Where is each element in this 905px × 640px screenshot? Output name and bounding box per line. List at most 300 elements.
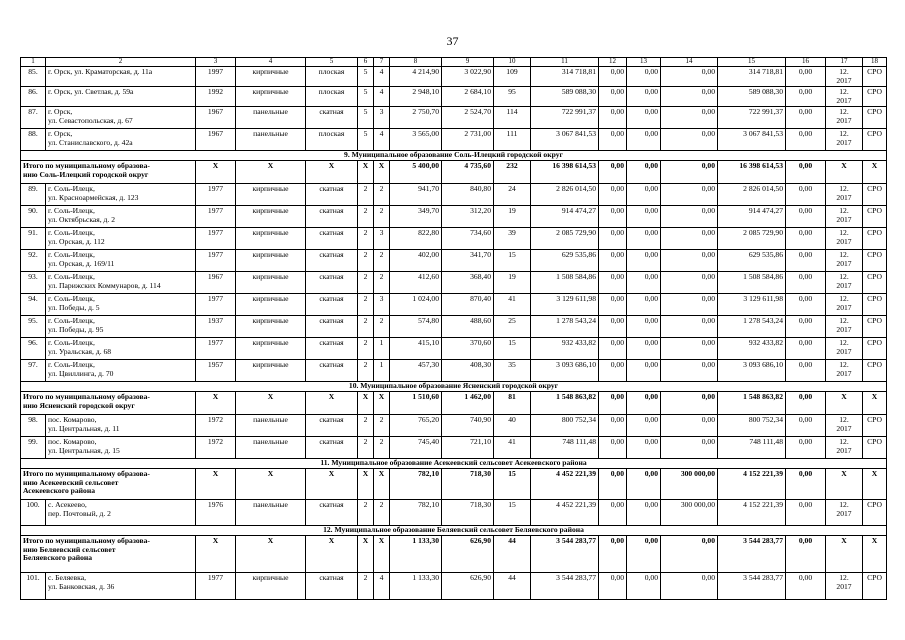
subtotal-label: Итого по муниципальному образова- нию Асекеевский сельсовет Асекеевского района: [21, 469, 196, 500]
table-cell: 35: [494, 360, 531, 382]
table-cell: 24: [494, 184, 531, 206]
table-cell: X: [863, 536, 887, 573]
table-cell: X: [863, 392, 887, 415]
address-cell: г. Соль-Илецк, ул. Орская, д. 112: [46, 228, 196, 250]
table-cell: X: [196, 469, 236, 500]
subtotal-label: Итого по муниципальному образова- нию Беляевский сельсовет Беляевского района: [21, 536, 196, 573]
table-cell: X: [306, 469, 358, 500]
table-cell: 2: [358, 316, 374, 338]
table-cell: 1 133,30: [390, 536, 442, 573]
page-number: 37: [446, 34, 459, 48]
table-cell: 0,00: [627, 272, 661, 294]
table-cell: X: [374, 161, 390, 184]
table-cell: 0,00: [627, 573, 661, 600]
table-cell: 0,00: [661, 437, 718, 459]
table-cell: 2: [358, 437, 374, 459]
address-cell: г. Орск, ул. Севастопольская, д. 67: [46, 107, 196, 129]
section-heading-row: [21, 526, 887, 536]
table-cell: 0,00: [661, 67, 718, 87]
address-cell: г. Орск, ул. Краматорская, д. 11а: [46, 67, 196, 87]
table-cell: X: [306, 392, 358, 415]
table-cell: 3 544 283,77: [531, 573, 599, 600]
table-cell: кирпичные: [236, 272, 306, 294]
table-cell: кирпичные: [236, 250, 306, 272]
table-cell: 2: [374, 206, 390, 228]
table-cell: 3 067 841,53: [718, 129, 786, 151]
section-heading: 12. Муниципальное образование Беляевский сельсовет Беляевского района: [21, 526, 887, 536]
table-cell: кирпичные: [236, 184, 306, 206]
table-cell: 12. 2017: [826, 437, 863, 459]
table-cell: 0,00: [661, 272, 718, 294]
table-cell: 5: [358, 129, 374, 151]
table-cell: 822,80: [390, 228, 442, 250]
table-cell: 415,10: [390, 338, 442, 360]
table-cell: 88.: [21, 129, 46, 151]
table-cell: плоская: [306, 87, 358, 107]
table-cell: 4: [374, 87, 390, 107]
table-cell: 765,20: [390, 415, 442, 437]
column-number: 17: [826, 58, 863, 67]
table-cell: 0,00: [599, 316, 627, 338]
table-cell: 0,00: [786, 437, 826, 459]
table-cell: 0,00: [599, 500, 627, 526]
table-cell: 2: [374, 415, 390, 437]
table-cell: 41: [494, 294, 531, 316]
column-number: 16: [786, 58, 826, 67]
column-number: 10: [494, 58, 531, 67]
table-cell: 16 398 614,53: [718, 161, 786, 184]
address-cell: г. Соль-Илецк, ул. Парижских Коммунаров, д. 114: [46, 272, 196, 294]
table-cell: 0,00: [627, 437, 661, 459]
table-cell: 2 750,70: [390, 107, 442, 129]
table-cell: 0,00: [599, 392, 627, 415]
table-cell: 1977: [196, 573, 236, 600]
table-cell: X: [236, 536, 306, 573]
table-cell: X: [374, 392, 390, 415]
table-cell: 2: [358, 250, 374, 272]
section-heading-row: [21, 459, 887, 469]
table-cell: X: [863, 161, 887, 184]
table-cell: 2: [374, 437, 390, 459]
table-cell: 0,00: [627, 107, 661, 129]
table-cell: 12. 2017: [826, 415, 863, 437]
table-cell: СРО: [863, 184, 887, 206]
address-cell: г. Соль-Илецк, ул. Цвиллинга, д. 70: [46, 360, 196, 382]
table-cell: X: [358, 469, 374, 500]
table-cell: 0,00: [786, 316, 826, 338]
table-cell: 96.: [21, 338, 46, 360]
table-cell: СРО: [863, 206, 887, 228]
table-cell: 1 510,60: [390, 392, 442, 415]
column-number: 2: [46, 58, 196, 67]
table-cell: 0,00: [627, 206, 661, 228]
table-cell: 1977: [196, 184, 236, 206]
table-cell: 0,00: [627, 392, 661, 415]
table-cell: 2 948,10: [390, 87, 442, 107]
column-number-row: [21, 58, 887, 67]
subtotal-label: Итого по муниципальному образова- нию Соль-Илецкий городской округ: [21, 161, 196, 184]
table-cell: X: [374, 469, 390, 500]
table-cell: 3 093 686,10: [718, 360, 786, 382]
table-row: [21, 67, 887, 87]
table-cell: 488,60: [442, 316, 494, 338]
table-cell: 1972: [196, 415, 236, 437]
table-cell: 0,00: [627, 360, 661, 382]
section-heading: 10. Муниципальное образование Ясненский городской округ: [21, 382, 887, 392]
table-cell: 90.: [21, 206, 46, 228]
table-cell: 2 731,00: [442, 129, 494, 151]
table-cell: 12. 2017: [826, 338, 863, 360]
table-cell: 0,00: [661, 250, 718, 272]
table-cell: 4: [374, 573, 390, 600]
table-cell: кирпичные: [236, 228, 306, 250]
table-cell: 941,70: [390, 184, 442, 206]
table-cell: СРО: [863, 129, 887, 151]
table-cell: 2: [358, 228, 374, 250]
table-cell: кирпичные: [236, 87, 306, 107]
table-cell: 100.: [21, 500, 46, 526]
table-cell: 0,00: [786, 107, 826, 129]
column-number: 6: [358, 58, 374, 67]
table-cell: 12. 2017: [826, 67, 863, 87]
table-cell: 745,40: [390, 437, 442, 459]
table-cell: 457,30: [390, 360, 442, 382]
table-cell: СРО: [863, 316, 887, 338]
table-cell: 0,00: [661, 228, 718, 250]
column-number: 11: [531, 58, 599, 67]
table-cell: 111: [494, 129, 531, 151]
table-cell: 748 111,48: [718, 437, 786, 459]
table-cell: 1 133,30: [390, 573, 442, 600]
table-cell: кирпичные: [236, 338, 306, 360]
table-cell: 721,10: [442, 437, 494, 459]
table-cell: 0,00: [627, 228, 661, 250]
table-cell: 0,00: [786, 87, 826, 107]
table-cell: 3 067 841,53: [531, 129, 599, 151]
table-cell: 0,00: [599, 129, 627, 151]
housing-repair-table: [20, 57, 887, 600]
table-cell: 1976: [196, 500, 236, 526]
table-cell: 370,60: [442, 338, 494, 360]
table-cell: 0,00: [786, 67, 826, 87]
table-cell: 0,00: [661, 107, 718, 129]
table-cell: 0,00: [786, 272, 826, 294]
table-cell: 2: [358, 206, 374, 228]
table-cell: 722 991,37: [718, 107, 786, 129]
table-cell: 1967: [196, 129, 236, 151]
table-cell: 1: [374, 360, 390, 382]
table-cell: 0,00: [661, 87, 718, 107]
table-row: [21, 294, 887, 316]
table-cell: 0,00: [786, 338, 826, 360]
table-cell: 0,00: [599, 107, 627, 129]
subtotal-row: [21, 536, 887, 573]
table-cell: 2: [374, 272, 390, 294]
table-row: [21, 228, 887, 250]
table-cell: X: [306, 536, 358, 573]
table-cell: 1997: [196, 67, 236, 87]
table-cell: 0,00: [786, 184, 826, 206]
table-cell: 91.: [21, 228, 46, 250]
address-cell: г. Соль-Илецк, ул. Победы, д. 5: [46, 294, 196, 316]
table-cell: 0,00: [786, 161, 826, 184]
table-cell: скатная: [306, 316, 358, 338]
table-row: [21, 415, 887, 437]
table-cell: 312,20: [442, 206, 494, 228]
table-cell: скатная: [306, 415, 358, 437]
table-cell: 12. 2017: [826, 500, 863, 526]
table-cell: 81: [494, 392, 531, 415]
table-cell: 349,70: [390, 206, 442, 228]
table-cell: 0,00: [661, 129, 718, 151]
table-cell: X: [358, 161, 374, 184]
column-number: 7: [374, 58, 390, 67]
table-cell: 0,00: [661, 415, 718, 437]
table-cell: СРО: [863, 67, 887, 87]
column-number: 9: [442, 58, 494, 67]
table-cell: 3 544 283,77: [531, 536, 599, 573]
table-cell: 1 508 584,86: [531, 272, 599, 294]
table-cell: 2: [358, 272, 374, 294]
table-cell: 2: [358, 294, 374, 316]
table-cell: СРО: [863, 573, 887, 600]
section-heading-row: [21, 382, 887, 392]
table-cell: 1 548 863,82: [718, 392, 786, 415]
table-cell: скатная: [306, 500, 358, 526]
table-cell: 0,00: [627, 67, 661, 87]
table-cell: 97.: [21, 360, 46, 382]
table-cell: 718,30: [442, 469, 494, 500]
table-cell: X: [196, 392, 236, 415]
table-cell: X: [826, 161, 863, 184]
table-cell: 101.: [21, 573, 46, 600]
table-cell: 4 152 221,39: [718, 500, 786, 526]
table-cell: 314 718,81: [531, 67, 599, 87]
table-cell: 0,00: [786, 206, 826, 228]
table-cell: 4: [374, 67, 390, 87]
table-row: [21, 338, 887, 360]
table-cell: 2: [358, 500, 374, 526]
table-cell: 12. 2017: [826, 129, 863, 151]
table-cell: 0,00: [627, 338, 661, 360]
table-cell: 0,00: [786, 250, 826, 272]
table-cell: 0,00: [786, 392, 826, 415]
table-cell: 2: [358, 573, 374, 600]
table-cell: 748 111,48: [531, 437, 599, 459]
table-cell: 12. 2017: [826, 316, 863, 338]
column-number: 18: [863, 58, 887, 67]
table-cell: X: [236, 392, 306, 415]
table-cell: 4 735,60: [442, 161, 494, 184]
table-cell: 3: [374, 294, 390, 316]
table-cell: 41: [494, 437, 531, 459]
table-cell: 1 278 543,24: [531, 316, 599, 338]
table-cell: 15: [494, 500, 531, 526]
table-cell: СРО: [863, 294, 887, 316]
table-cell: 574,80: [390, 316, 442, 338]
table-cell: 12. 2017: [826, 184, 863, 206]
table-cell: скатная: [306, 272, 358, 294]
table-cell: 1 548 863,82: [531, 392, 599, 415]
table-cell: 0,00: [661, 392, 718, 415]
table-cell: СРО: [863, 87, 887, 107]
table-cell: 0,00: [599, 360, 627, 382]
table-cell: 0,00: [627, 250, 661, 272]
table-cell: 800 752,34: [718, 415, 786, 437]
table-cell: X: [196, 161, 236, 184]
table-cell: 0,00: [599, 294, 627, 316]
table-cell: 402,00: [390, 250, 442, 272]
address-cell: г. Соль-Илецк, ул. Октябрьская, д. 2: [46, 206, 196, 228]
table-cell: 782,10: [390, 469, 442, 500]
table-cell: 589 088,30: [718, 87, 786, 107]
table-cell: 3 565,00: [390, 129, 442, 151]
table-cell: скатная: [306, 360, 358, 382]
table-cell: 2: [374, 500, 390, 526]
table-cell: 0,00: [599, 250, 627, 272]
table-cell: 0,00: [599, 228, 627, 250]
table-cell: 0,00: [627, 161, 661, 184]
table-cell: 3 129 611,98: [531, 294, 599, 316]
column-number: 15: [718, 58, 786, 67]
table-cell: 0,00: [786, 228, 826, 250]
table-cell: 0,00: [599, 184, 627, 206]
table-cell: 99.: [21, 437, 46, 459]
table-cell: 16 398 614,53: [531, 161, 599, 184]
subtotal-row: [21, 469, 887, 500]
table-cell: X: [863, 469, 887, 500]
table-cell: 589 088,30: [531, 87, 599, 107]
table-cell: 0,00: [599, 536, 627, 573]
address-cell: с. Беляевка, ул. Банковская, д. 36: [46, 573, 196, 600]
table-cell: 44: [494, 573, 531, 600]
table-cell: 740,90: [442, 415, 494, 437]
table-cell: 15: [494, 250, 531, 272]
table-cell: 408,30: [442, 360, 494, 382]
table-row: [21, 250, 887, 272]
table-row: [21, 107, 887, 129]
table-cell: 629 535,86: [531, 250, 599, 272]
table-cell: 1992: [196, 87, 236, 107]
table-cell: 1977: [196, 250, 236, 272]
table-cell: 0,00: [661, 338, 718, 360]
table-cell: 1977: [196, 206, 236, 228]
column-number: 14: [661, 58, 718, 67]
table-cell: 85.: [21, 67, 46, 87]
table-cell: кирпичные: [236, 294, 306, 316]
table-cell: кирпичные: [236, 573, 306, 600]
table-cell: X: [826, 392, 863, 415]
table-cell: 1: [374, 338, 390, 360]
table-cell: 0,00: [786, 129, 826, 151]
table-row: [21, 437, 887, 459]
table-cell: 2 085 729,90: [718, 228, 786, 250]
table-cell: 0,00: [661, 536, 718, 573]
table-cell: скатная: [306, 206, 358, 228]
table-cell: панельные: [236, 107, 306, 129]
table-cell: кирпичные: [236, 360, 306, 382]
table-cell: 0,00: [599, 338, 627, 360]
table-cell: 0,00: [786, 294, 826, 316]
table-cell: кирпичные: [236, 67, 306, 87]
table-cell: X: [374, 536, 390, 573]
table-cell: X: [358, 392, 374, 415]
table-cell: 1 024,00: [390, 294, 442, 316]
table-cell: 0,00: [661, 573, 718, 600]
table-cell: 2 826 014,50: [531, 184, 599, 206]
table-cell: 870,40: [442, 294, 494, 316]
table-cell: 19: [494, 206, 531, 228]
table-cell: СРО: [863, 500, 887, 526]
table-cell: 5: [358, 107, 374, 129]
table-cell: 40: [494, 415, 531, 437]
table-cell: 4 452 221,39: [531, 469, 599, 500]
table-cell: 0,00: [627, 294, 661, 316]
table-cell: СРО: [863, 360, 887, 382]
address-cell: г. Орск, ул. Светлая, д. 59а: [46, 87, 196, 107]
table-cell: 0,00: [661, 206, 718, 228]
table-cell: СРО: [863, 437, 887, 459]
table-cell: 1 278 543,24: [718, 316, 786, 338]
table-cell: 0,00: [627, 316, 661, 338]
column-number: 8: [390, 58, 442, 67]
section-heading: 11. Муниципальное образование Асекеевский сельсовет Асекеевского района: [21, 459, 887, 469]
table-cell: 12. 2017: [826, 250, 863, 272]
table-cell: скатная: [306, 338, 358, 360]
table-cell: панельные: [236, 415, 306, 437]
table-cell: 1972: [196, 437, 236, 459]
table-cell: 2: [374, 250, 390, 272]
table-cell: 3 544 283,77: [718, 536, 786, 573]
table-cell: 93.: [21, 272, 46, 294]
table-cell: X: [826, 536, 863, 573]
address-cell: г. Соль-Илецк, ул. Уральская, д. 68: [46, 338, 196, 360]
table-cell: 12. 2017: [826, 206, 863, 228]
column-number: 3: [196, 58, 236, 67]
table-cell: 109: [494, 67, 531, 87]
table-cell: 19: [494, 272, 531, 294]
table-cell: 5: [358, 87, 374, 107]
table-cell: 0,00: [599, 272, 627, 294]
table-cell: 0,00: [599, 415, 627, 437]
table-cell: 5 400,00: [390, 161, 442, 184]
table-cell: 734,60: [442, 228, 494, 250]
table-cell: 1957: [196, 360, 236, 382]
table-cell: 0,00: [661, 316, 718, 338]
table-row: [21, 129, 887, 151]
table-cell: СРО: [863, 338, 887, 360]
address-cell: пос. Комарово, ул. Центральная, д. 15: [46, 437, 196, 459]
address-cell: с. Асекеево, пер. Почтовый, д. 2: [46, 500, 196, 526]
table-cell: кирпичные: [236, 206, 306, 228]
table-cell: 94.: [21, 294, 46, 316]
table-cell: 0,00: [599, 67, 627, 87]
column-number: 5: [306, 58, 358, 67]
table-cell: 4: [374, 129, 390, 151]
table-cell: 2: [358, 338, 374, 360]
table-cell: скатная: [306, 437, 358, 459]
table-cell: 800 752,34: [531, 415, 599, 437]
table-cell: 0,00: [599, 437, 627, 459]
table-cell: 368,40: [442, 272, 494, 294]
table-cell: СРО: [863, 228, 887, 250]
table-cell: 5: [358, 67, 374, 87]
table-cell: 15: [494, 338, 531, 360]
table-cell: 3: [374, 228, 390, 250]
column-number: 13: [627, 58, 661, 67]
table-cell: 3 129 611,98: [718, 294, 786, 316]
table-cell: 15: [494, 469, 531, 500]
